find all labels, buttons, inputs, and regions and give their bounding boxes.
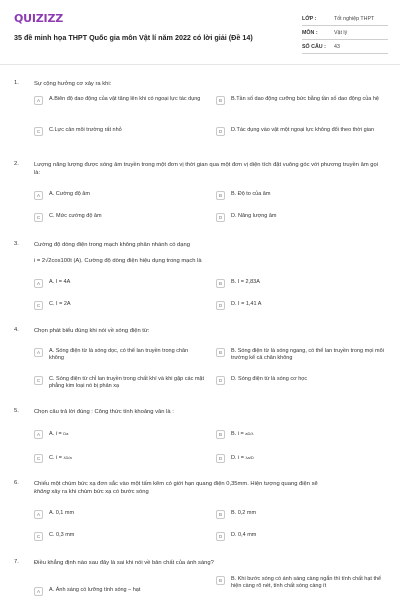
option-text: A. 0,1 mm: [49, 510, 75, 516]
question-text: Lượng năng lượng được sóng âm truyền trong một đơn vị thời gian qua một đơn vị diện tích đặt vuông góc với phương truyền âm gọi là:: [34, 162, 379, 177]
option-text: A. Sóng điện từ là sóng dọc, có thể lan truyền trong chân không: [49, 348, 189, 361]
option-text: A. I = 4A: [49, 279, 71, 285]
option-a[interactable]: [34, 510, 204, 519]
question-number: 4.: [14, 327, 19, 333]
option-text: C. 0,3 mm: [49, 532, 75, 538]
option-letter: A: [34, 279, 43, 288]
question-text: Chiếu một chùm bức xạ đơn sắc vào một tấm kẽm có giới hạn quang điện 0,35mm. Hiện tượng quang điện sẽ không xảy ra khi chùm bức xạ có bước sóng: [34, 481, 318, 496]
option-letter: C: [34, 213, 43, 222]
option-c[interactable]: [34, 376, 204, 390]
option-letter: D: [216, 454, 225, 463]
option-text: D. i =: [231, 454, 246, 461]
worksheet-meta: [302, 12, 388, 54]
quizizz-logo: QUIZIZZ: [14, 12, 63, 25]
option-c[interactable]: [34, 301, 204, 310]
option-letter: B: [216, 348, 225, 357]
option-c[interactable]: [34, 127, 204, 136]
option-letter: A: [34, 587, 43, 596]
worksheet-header: [0, 0, 400, 62]
option-c[interactable]: [34, 532, 204, 541]
option-b[interactable]: [216, 576, 388, 590]
option-letter: A: [34, 430, 43, 439]
option-letter: A: [34, 510, 43, 519]
option-text: B. Độ to của âm: [231, 191, 271, 197]
question-number: 2.: [14, 161, 19, 167]
meta-row-class: [302, 12, 388, 26]
option-letter: D: [216, 213, 225, 222]
option-letter: B: [216, 279, 225, 288]
option-letter: D: [216, 301, 225, 310]
option-letter: B: [216, 510, 225, 519]
option-a[interactable]: [34, 191, 204, 200]
option-b[interactable]: [216, 279, 388, 288]
option-d[interactable]: [216, 301, 388, 310]
option-text: B. Khi bước sóng có ánh sáng càng ngắn thì tính chất hạt thể hiện càng rõ nét, tính chất sóng càng ít: [231, 576, 382, 589]
option-text: A. i =: [49, 430, 64, 437]
option-a[interactable]: [34, 96, 204, 105]
emphasis-word: không: [34, 489, 50, 496]
option-letter: B: [216, 191, 225, 200]
option-d[interactable]: [216, 127, 388, 136]
meta-key: SỐ CÂU :: [302, 43, 326, 50]
option-text: C. Mức cường độ âm: [49, 213, 102, 219]
question-number: 3.: [14, 241, 19, 247]
option-letter: D: [216, 127, 225, 136]
option-a[interactable]: [34, 587, 204, 596]
option-text: D. Sóng điện từ là sóng cơ học: [231, 376, 308, 382]
option-c[interactable]: [34, 454, 204, 463]
question-text: Điều khẳng định nào sau đây là sai khi nói về bản chất của ánh sáng?: [34, 560, 214, 566]
formula-fraction: λa/D: [245, 455, 254, 460]
option-text: C.Lực cản môi trường rất nhỏ: [49, 127, 122, 133]
option-text: C. Sóng điện từ chỉ lan truyền trong chất khí và khi gặp các mặt phẳng kim loại nó bị phản xạ: [49, 376, 205, 389]
question-text: Chọn phát biểu đúng khi nói về sóng điện từ:: [34, 328, 150, 334]
option-letter: C: [34, 376, 43, 385]
option-d[interactable]: [216, 213, 388, 222]
option-b[interactable]: [216, 510, 388, 519]
option-letter: A: [34, 348, 43, 357]
option-letter: B: [216, 96, 225, 105]
option-text: D.Tác dụng vào vật một ngoại lực không đổi theo thời gian: [231, 127, 375, 133]
option-letter: D: [216, 376, 225, 385]
question-number: 7.: [14, 559, 19, 565]
option-letter: C: [34, 301, 43, 310]
option-a[interactable]: [34, 279, 204, 288]
option-text: C. i =: [49, 454, 64, 461]
formula-fraction: Da: [63, 431, 69, 436]
option-letter: B: [216, 430, 225, 439]
option-text: A. Ánh sáng có lưỡng tính sóng – hạt: [49, 587, 141, 593]
option-letter: C: [34, 532, 43, 541]
option-letter: C: [34, 454, 43, 463]
option-d[interactable]: [216, 532, 388, 541]
option-letter: A: [34, 191, 43, 200]
option-a[interactable]: [34, 430, 204, 439]
formula-fraction: λD/a: [63, 455, 72, 460]
meta-row-subject: [302, 26, 388, 40]
option-letter: B: [216, 576, 225, 585]
question-formula: i = 2√2cos100t (A). Cường độ dòng điện hiệu dụng trong mạch là: [34, 258, 202, 264]
option-text: C. I = 2A: [49, 301, 71, 307]
option-text: B. I = 2,83A: [231, 279, 260, 285]
option-letter: D: [216, 532, 225, 541]
option-text: B. 0,2 mm: [231, 510, 257, 516]
meta-key: LỚP :: [302, 15, 317, 22]
option-text: D. 0,4 mm: [231, 532, 257, 538]
question-number: 1.: [14, 80, 19, 86]
option-text: D. I = 1,41 A: [231, 301, 262, 307]
meta-value: 43: [334, 43, 340, 50]
meta-key: MÔN :: [302, 29, 318, 36]
question-number: 6.: [14, 480, 19, 486]
meta-value: Vật lý: [334, 29, 348, 36]
option-b[interactable]: [216, 191, 388, 200]
option-text: B.Tần số dao động cưỡng bức bằng tần số dao động của hệ: [231, 96, 379, 102]
option-d[interactable]: [216, 376, 388, 385]
question-text: Cường độ dòng điện trong mạch không phân nhánh có dạng: [34, 242, 190, 248]
question-text: Chọn câu trả lời đúng : Công thức tính khoảng vân là :: [34, 409, 174, 415]
meta-value: Tốt nghiệp THPT: [334, 15, 375, 22]
option-b[interactable]: [216, 348, 388, 362]
header-divider: [0, 64, 400, 65]
option-a[interactable]: [34, 348, 204, 362]
question-text: Sự cộng hưởng cơ xảy ra khi:: [34, 81, 112, 87]
worksheet-title: 35 đề minh họa THPT Quốc gia môn Vật lí năm 2022 có lời giải (Đề 14): [14, 33, 253, 42]
option-text: B. Sóng điện từ là sóng ngang, có thể lan truyền trong mọi môi trường kể cả chân không: [231, 348, 384, 361]
option-letter: C: [34, 127, 43, 136]
option-letter: A: [34, 96, 43, 105]
formula-fraction: aD/λ: [245, 431, 254, 436]
option-text: D. Năng lượng âm: [231, 213, 277, 219]
option-text: B. i =: [231, 430, 246, 437]
question-number: 5.: [14, 408, 19, 414]
meta-row-count: [302, 40, 388, 54]
option-text: A. Cường độ âm: [49, 191, 90, 197]
option-text: A.Biên độ dao động của vật tăng lên khi có ngoại lực tác dụng: [49, 96, 201, 102]
option-d[interactable]: [216, 454, 388, 463]
option-c[interactable]: [34, 213, 204, 222]
option-b[interactable]: [216, 430, 388, 439]
option-b[interactable]: [216, 96, 388, 105]
